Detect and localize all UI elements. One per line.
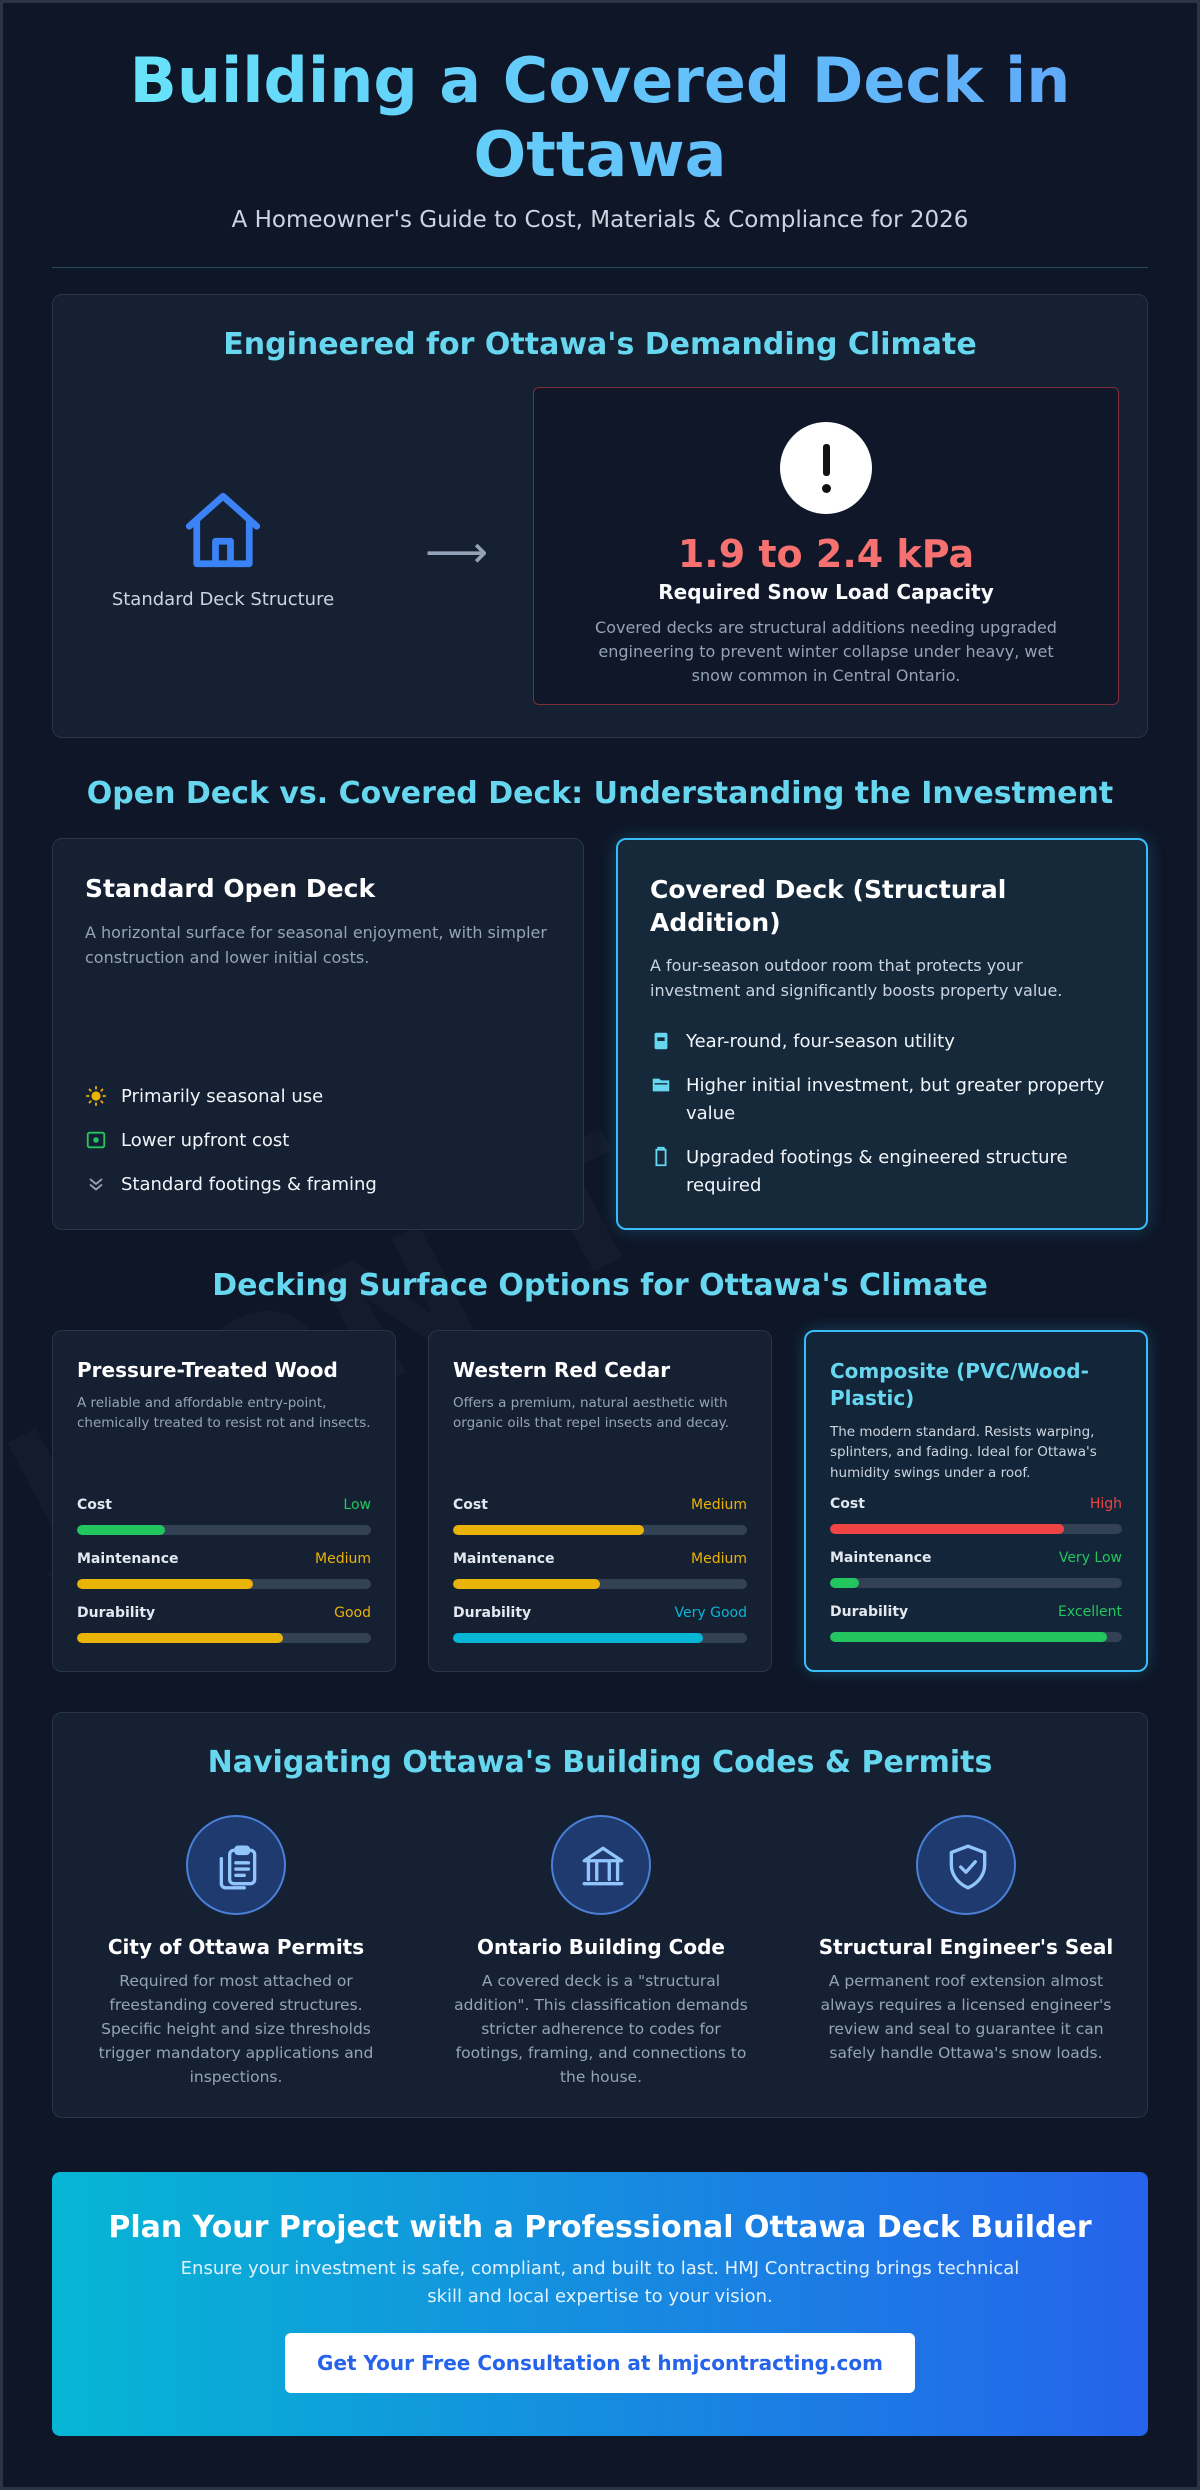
arrow-right-icon: ⟶	[425, 527, 489, 578]
metric-value: Medium	[315, 1551, 371, 1567]
snow-load-description: Covered decks are structural additions needing upgraded engineering to prevent winter collapse under heavy, wet snow common in Central Ontario.	[595, 618, 1057, 685]
metric-bar-fill	[830, 1524, 1064, 1534]
house-block	[93, 485, 353, 610]
open-feature-item	[85, 1127, 553, 1155]
metric-cost	[77, 1497, 371, 1537]
metric-bar-fill	[453, 1633, 703, 1643]
open-deck-description: A horizontal surface for seasonal enjoyment, with simpler construction and lower initial costs.	[85, 923, 547, 967]
code-description: A permanent roof extension almost always requires a licensed engineer's review and seal to guarantee it can safely handle Ottawa's snow loads.	[820, 1972, 1112, 2063]
snow-load-value: 1.9 to 2.4 kPa	[677, 532, 975, 576]
metric-bar	[77, 1633, 371, 1643]
metric-value: High	[1089, 1496, 1122, 1512]
open-deck-title: Standard Open Deck	[85, 874, 376, 903]
cta-title: Plan Your Project with a Professional Ottawa Deck Builder	[108, 2210, 1092, 2245]
metric-label: Maintenance	[77, 1551, 179, 1567]
chevrons-down-icon	[85, 1173, 107, 1195]
metric-label: Cost	[830, 1496, 865, 1512]
infographic	[52, 0, 1148, 2375]
covered-deck-title: Covered Deck (Structural Addition)	[650, 875, 1007, 937]
metric-bar	[453, 1579, 747, 1589]
metric-value: Medium	[691, 1497, 747, 1513]
code-icon-wrap	[916, 1815, 1016, 1915]
page-subtitle: A Homeowner's Guide to Cost, Materials & Compliance for 2026	[231, 206, 969, 233]
metric-durability	[77, 1605, 371, 1645]
metric-bar-fill	[453, 1579, 600, 1589]
open-feature-item	[85, 1171, 553, 1199]
metric-durability	[453, 1605, 747, 1645]
metric-bar-fill	[830, 1632, 1107, 1642]
metric-bar-fill	[453, 1525, 644, 1535]
metric-bar	[77, 1525, 371, 1535]
metric-maintenance	[453, 1551, 747, 1591]
covered-feature-item	[650, 1028, 1116, 1056]
metric-bar	[830, 1578, 1122, 1588]
shield-check-icon	[943, 1842, 993, 1892]
covered-deck-card	[616, 838, 1148, 1230]
metric-bar	[77, 1579, 371, 1589]
open-feature-label: Standard footings & framing	[121, 1174, 377, 1195]
code-item	[431, 1815, 771, 2089]
climate-section	[52, 294, 1148, 738]
open-deck-card	[52, 838, 584, 1230]
code-icon-wrap	[551, 1815, 651, 1915]
metric-label: Durability	[830, 1604, 909, 1620]
house-icon	[178, 485, 268, 575]
code-description: Required for most attached or freestanding covered structures. Specific height and size thresholds trigger mandatory applications and inspections.	[98, 1972, 374, 2087]
open-feature-label: Primarily seasonal use	[121, 1086, 324, 1107]
metric-cost	[453, 1497, 747, 1537]
header-divider	[52, 267, 1148, 268]
decking-option-card	[428, 1330, 772, 1672]
code-item	[796, 1815, 1136, 2065]
snow-load-label: Required Snow Load Capacity	[658, 580, 994, 604]
option-description: Offers a premium, natural aesthetic with organic oils that repel insects and decay.	[453, 1395, 730, 1432]
metric-label: Durability	[453, 1605, 532, 1621]
header	[52, 0, 1148, 268]
metric-bar	[453, 1525, 747, 1535]
codes-section	[52, 1712, 1148, 2118]
metric-bar-fill	[830, 1578, 859, 1588]
metric-value: Very Good	[674, 1605, 747, 1621]
metric-label: Cost	[453, 1497, 488, 1513]
code-icon-wrap	[186, 1815, 286, 1915]
wallet-icon	[85, 1129, 107, 1151]
covered-deck-description: A four-season outdoor room that protects your investment and significantly boosts property value.	[650, 956, 1063, 1000]
government-building-icon	[578, 1842, 628, 1892]
metric-bar	[830, 1524, 1122, 1534]
code-item	[66, 1815, 406, 2089]
codes-title: Navigating Ottawa's Building Codes & Permits	[207, 1745, 993, 1780]
covered-feature-item	[650, 1072, 1116, 1128]
calendar-icon	[650, 1030, 672, 1052]
option-description: The modern standard. Resists warping, splinters, and fading. Ideal for Ottawa's humidity swings under a roof.	[830, 1424, 1097, 1481]
open-feature-item	[85, 1083, 553, 1111]
metric-bar	[830, 1632, 1122, 1642]
open-feature-label: Lower upfront cost	[121, 1130, 290, 1151]
metric-label: Maintenance	[830, 1550, 932, 1566]
snow-load-box	[533, 387, 1119, 705]
code-title: City of Ottawa Permits	[107, 1935, 365, 1959]
page-title: Building a Covered Deck in Ottawa	[52, 44, 1148, 193]
decking-option-card-featured	[804, 1330, 1148, 1672]
option-title: Composite (PVC/Wood-Plastic)	[830, 1359, 1089, 1410]
covered-feature-label: Higher initial investment, but greater property value	[686, 1075, 1105, 1124]
code-title: Structural Engineer's Seal	[818, 1935, 1114, 1959]
option-title: Pressure-Treated Wood	[77, 1358, 338, 1382]
comparison-title: Open Deck vs. Covered Deck: Understanding the Investment	[86, 776, 1114, 811]
metric-value: Excellent	[1058, 1604, 1122, 1620]
metric-bar-fill	[77, 1525, 165, 1535]
metric-durability	[830, 1604, 1122, 1644]
covered-feature-label: Year-round, four-season utility	[686, 1031, 955, 1052]
sun-icon	[85, 1085, 107, 1107]
alert-icon	[780, 422, 872, 514]
house-label: Standard Deck Structure	[111, 589, 335, 610]
clipboard-icon	[213, 1842, 263, 1892]
metric-bar	[453, 1633, 747, 1643]
cta-description: Ensure your investment is safe, compliant, and built to last. HMJ Contracting brings technical skill and local expertise to your vision.	[180, 2258, 1020, 2307]
decking-title: Decking Surface Options for Ottawa's Climate	[212, 1268, 988, 1303]
metric-value: Low	[343, 1497, 371, 1513]
decking-option-card	[52, 1330, 396, 1672]
metric-cost	[830, 1496, 1122, 1536]
covered-feature-label: Upgraded footings & engineered structure required	[686, 1147, 1068, 1196]
metric-maintenance	[77, 1551, 371, 1591]
metric-bar-fill	[77, 1579, 253, 1589]
metric-label: Cost	[77, 1497, 112, 1513]
option-description: A reliable and affordable entry-point, chemically treated to resist rot and insects.	[77, 1395, 371, 1432]
metric-value: Good	[334, 1605, 371, 1621]
code-description: A covered deck is a "structural addition". This classification demands stricter adherence to codes for footings, framing, and connections to the house.	[454, 1972, 748, 2087]
covered-feature-item	[650, 1144, 1116, 1200]
document-icon	[650, 1146, 672, 1168]
option-title: Western Red Cedar	[453, 1358, 671, 1382]
metric-bar-fill	[77, 1633, 283, 1643]
metric-label: Durability	[77, 1605, 156, 1621]
metric-maintenance	[830, 1550, 1122, 1590]
code-title: Ontario Building Code	[477, 1935, 725, 1959]
metric-value: Very Low	[1058, 1550, 1122, 1566]
metric-label: Maintenance	[453, 1551, 555, 1567]
climate-title: Engineered for Ottawa's Demanding Climate	[223, 327, 977, 362]
folder-icon	[650, 1074, 672, 1096]
cta-banner	[52, 2172, 1148, 2436]
consultation-button[interactable]: Get Your Free Consultation at hmjcontracting.com	[285, 2333, 915, 2393]
metric-value: Medium	[691, 1551, 747, 1567]
